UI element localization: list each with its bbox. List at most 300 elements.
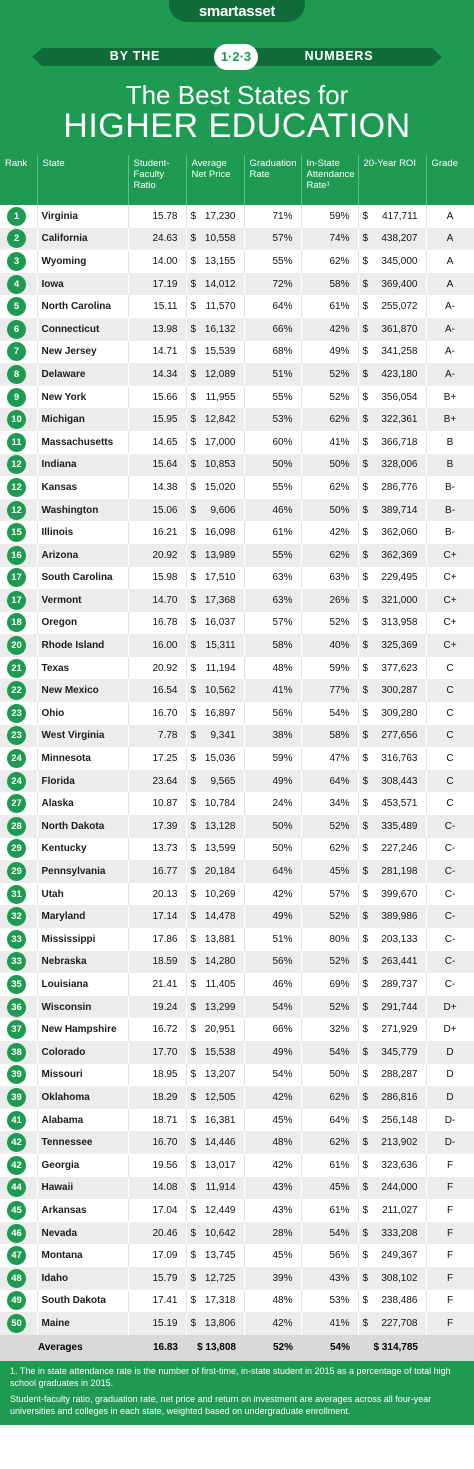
- roi-cell: [358, 544, 426, 567]
- grade-cell: A-: [426, 363, 474, 386]
- rank-cell: [0, 1199, 37, 1222]
- grade-cell: C-: [426, 951, 474, 974]
- grade-cell: C: [426, 792, 474, 815]
- state-cell: South Dakota: [37, 1290, 128, 1313]
- price-value: 15,020: [204, 481, 236, 493]
- grade-cell: F: [426, 1312, 474, 1335]
- dollar-sign: $: [362, 1204, 369, 1216]
- price-cell: [186, 792, 244, 815]
- roi-cell: [358, 770, 426, 793]
- price-value: 15,539: [204, 346, 236, 358]
- table-row: [0, 815, 474, 838]
- dollar-sign: $: [362, 798, 369, 810]
- state-cell: Iowa: [37, 273, 128, 296]
- dollar-sign: $: [362, 368, 369, 380]
- table-row: [0, 883, 474, 906]
- grade-cell: C: [426, 747, 474, 770]
- attend-cell: 45%: [301, 1177, 358, 1200]
- ratio-cell: 17.14: [128, 905, 186, 928]
- dollar-sign: $: [362, 978, 369, 990]
- ratio-cell: 18.95: [128, 1064, 186, 1087]
- roi-value: 333,208: [381, 1227, 418, 1239]
- state-cell: Ohio: [37, 702, 128, 725]
- ratio-cell: 14.34: [128, 363, 186, 386]
- rank-cell: [0, 1267, 37, 1290]
- attend-cell: 52%: [301, 815, 358, 838]
- roi-cell: [358, 838, 426, 861]
- attend-cell: 62%: [301, 476, 358, 499]
- table-row: [0, 318, 474, 341]
- dollar-sign: $: [362, 414, 369, 426]
- attend-cell: 61%: [301, 295, 358, 318]
- rankings-table: [0, 155, 474, 1361]
- price-cell: [186, 1109, 244, 1132]
- roi-cell: [358, 1267, 426, 1290]
- dollar-sign: $: [362, 1182, 369, 1194]
- grade-cell: C: [426, 657, 474, 680]
- col-header-rank: Rank: [0, 155, 37, 205]
- table-row: [0, 544, 474, 567]
- table-row: [0, 1109, 474, 1132]
- ratio-cell: 14.71: [128, 341, 186, 364]
- rank-cell: [0, 860, 37, 883]
- rank-badge: 12: [7, 478, 26, 497]
- attend-cell: 54%: [301, 702, 358, 725]
- dollar-sign: $: [190, 1001, 197, 1013]
- attend-cell: 32%: [301, 1018, 358, 1041]
- price-value: 12,725: [204, 1272, 236, 1284]
- dollar-sign: $: [362, 1227, 369, 1239]
- dollar-sign: $: [362, 617, 369, 629]
- brand-tab: [169, 0, 305, 22]
- roi-value: 389,986: [381, 911, 418, 923]
- roi-value: 423,180: [381, 368, 418, 380]
- attend-cell: 49%: [301, 341, 358, 364]
- rank-cell: [0, 1312, 37, 1335]
- roi-value: 289,737: [381, 978, 418, 990]
- dollar-sign: $: [362, 1046, 369, 1058]
- roi-cell: [358, 386, 426, 409]
- roi-cell: [358, 476, 426, 499]
- table-row: [0, 679, 474, 702]
- grade-cell: F: [426, 1154, 474, 1177]
- price-value: 15,036: [204, 753, 236, 765]
- table-row: [0, 838, 474, 861]
- rank-cell: [0, 702, 37, 725]
- dollar-sign: $: [362, 820, 369, 832]
- dollar-sign: $: [190, 707, 197, 719]
- rank-badge: 18: [7, 613, 26, 632]
- avg-roi: $ 314,785: [358, 1335, 426, 1361]
- grade-cell: D+: [426, 1018, 474, 1041]
- dollar-sign: $: [190, 414, 197, 426]
- price-cell: [186, 318, 244, 341]
- state-cell: Utah: [37, 883, 128, 906]
- rank-cell: [0, 792, 37, 815]
- table-row: [0, 1199, 474, 1222]
- attend-cell: 61%: [301, 1199, 358, 1222]
- grad-cell: 64%: [244, 860, 301, 883]
- dollar-sign: $: [362, 436, 369, 448]
- table-row: [0, 521, 474, 544]
- attend-cell: 74%: [301, 228, 358, 251]
- rank-badge: 47: [7, 1246, 26, 1265]
- grad-cell: 54%: [244, 1064, 301, 1087]
- dollar-sign: $: [362, 753, 369, 765]
- averages-row: [0, 1335, 474, 1361]
- roi-cell: [358, 725, 426, 748]
- state-cell: Indiana: [37, 454, 128, 477]
- grad-cell: 63%: [244, 567, 301, 590]
- dollar-sign: $: [190, 1069, 197, 1081]
- attend-cell: 43%: [301, 1267, 358, 1290]
- dollar-sign: $: [190, 346, 197, 358]
- rank-badge: 22: [7, 681, 26, 700]
- grade-cell: B-: [426, 521, 474, 544]
- table-row: [0, 1312, 474, 1335]
- rank-badge: 24: [7, 772, 26, 791]
- roi-value: 377,623: [381, 662, 418, 674]
- table-row: [0, 860, 474, 883]
- ratio-cell: 13.98: [128, 318, 186, 341]
- grad-cell: 46%: [244, 973, 301, 996]
- rank-cell: [0, 431, 37, 454]
- roi-value: 277,656: [381, 730, 418, 742]
- state-cell: Massachusetts: [37, 431, 128, 454]
- state-cell: Rhode Island: [37, 634, 128, 657]
- price-cell: [186, 747, 244, 770]
- dollar-sign: $: [362, 210, 369, 222]
- footnotes: [0, 1361, 474, 1425]
- price-value: 13,989: [204, 549, 236, 561]
- dollar-sign: $: [362, 1091, 369, 1103]
- state-cell: Minnesota: [37, 747, 128, 770]
- dollar-sign: $: [190, 368, 197, 380]
- dollar-sign: $: [362, 662, 369, 674]
- roi-value: 227,246: [381, 843, 418, 855]
- grad-cell: 51%: [244, 928, 301, 951]
- table-row: [0, 1041, 474, 1064]
- price-cell: [186, 996, 244, 1019]
- attend-cell: 64%: [301, 1109, 358, 1132]
- dollar-sign: $: [362, 1137, 369, 1149]
- grade-cell: A: [426, 205, 474, 228]
- table-row: [0, 1290, 474, 1313]
- roi-cell: [358, 792, 426, 815]
- roi-value: 286,776: [381, 481, 418, 493]
- dollar-sign: $: [362, 301, 369, 313]
- roi-value: 288,287: [381, 1069, 418, 1081]
- roi-value: 341,258: [381, 346, 418, 358]
- dollar-sign: $: [190, 1182, 197, 1194]
- dollar-sign: $: [190, 685, 197, 697]
- ratio-cell: 16.70: [128, 702, 186, 725]
- price-value: 13,017: [204, 1159, 236, 1171]
- dollar-sign: $: [362, 956, 369, 968]
- rank-badge: 6: [7, 320, 26, 339]
- dollar-sign: $: [190, 1250, 197, 1262]
- dollar-sign: $: [190, 391, 197, 403]
- ratio-cell: 24.63: [128, 228, 186, 251]
- roi-cell: [358, 1154, 426, 1177]
- grade-cell: B: [426, 454, 474, 477]
- roi-value: 286,816: [381, 1091, 418, 1103]
- price-cell: [186, 1086, 244, 1109]
- roi-value: 281,198: [381, 866, 418, 878]
- table-row: [0, 499, 474, 522]
- roi-value: 255,072: [381, 301, 418, 313]
- attend-cell: 52%: [301, 363, 358, 386]
- attend-cell: 52%: [301, 996, 358, 1019]
- rank-badge: 24: [7, 749, 26, 768]
- table-row: [0, 1086, 474, 1109]
- grade-cell: B+: [426, 408, 474, 431]
- ratio-cell: 20.46: [128, 1222, 186, 1245]
- roi-cell: [358, 1222, 426, 1245]
- price-value: 12,449: [204, 1204, 236, 1216]
- state-cell: Kentucky: [37, 838, 128, 861]
- dollar-sign: $: [190, 820, 197, 832]
- dollar-sign: $: [190, 323, 197, 335]
- grad-cell: 43%: [244, 1199, 301, 1222]
- price-cell: [186, 634, 244, 657]
- ratio-cell: 15.11: [128, 295, 186, 318]
- grade-cell: F: [426, 1244, 474, 1267]
- grad-cell: 46%: [244, 499, 301, 522]
- state-cell: Delaware: [37, 363, 128, 386]
- dollar-sign: $: [190, 1295, 197, 1307]
- banner-by-the: BY THE: [109, 49, 161, 63]
- price-cell: [186, 273, 244, 296]
- roi-value: 308,102: [381, 1272, 418, 1284]
- attend-cell: 69%: [301, 973, 358, 996]
- price-value: 17,510: [204, 572, 236, 584]
- rank-cell: [0, 838, 37, 861]
- state-cell: Texas: [37, 657, 128, 680]
- price-cell: [186, 951, 244, 974]
- price-value: 13,299: [204, 1001, 236, 1013]
- grade-cell: C+: [426, 589, 474, 612]
- roi-value: 271,929: [381, 1024, 418, 1036]
- table-row: [0, 363, 474, 386]
- state-cell: Mississippi: [37, 928, 128, 951]
- table-row: [0, 408, 474, 431]
- rank-cell: [0, 589, 37, 612]
- ratio-cell: 15.66: [128, 386, 186, 409]
- dollar-sign: $: [190, 1046, 197, 1058]
- dollar-sign: $: [362, 278, 369, 290]
- table-row: [0, 250, 474, 273]
- roi-cell: [358, 634, 426, 657]
- price-value: 15,311: [205, 640, 236, 652]
- grade-cell: B: [426, 431, 474, 454]
- brand-logo[interactable]: smartasset: [198, 3, 276, 20]
- attend-cell: 62%: [301, 1086, 358, 1109]
- roi-cell: [358, 657, 426, 680]
- price-value: 16,098: [204, 527, 236, 539]
- price-cell: [186, 657, 244, 680]
- dollar-sign: $: [190, 730, 197, 742]
- grade-cell: C: [426, 679, 474, 702]
- state-cell: New Hampshire: [37, 1018, 128, 1041]
- state-cell: Georgia: [37, 1154, 128, 1177]
- grad-cell: 48%: [244, 1290, 301, 1313]
- ratio-cell: 17.04: [128, 1199, 186, 1222]
- rank-badge: 2: [7, 229, 26, 248]
- dollar-sign: $: [362, 866, 369, 878]
- rank-cell: [0, 815, 37, 838]
- dollar-sign: $: [362, 911, 369, 923]
- grade-cell: D: [426, 1064, 474, 1087]
- col-header-state: State: [37, 155, 128, 205]
- dollar-sign: $: [190, 843, 197, 855]
- price-value: 17,318: [204, 1295, 236, 1307]
- rank-badge: 10: [7, 410, 26, 429]
- price-cell: [186, 454, 244, 477]
- ratio-cell: 14.00: [128, 250, 186, 273]
- roi-value: 300,287: [381, 685, 418, 697]
- price-value: 13,599: [204, 843, 236, 855]
- table-row: [0, 702, 474, 725]
- attend-cell: 54%: [301, 1222, 358, 1245]
- grade-cell: A-: [426, 318, 474, 341]
- price-value: 9,565: [210, 775, 236, 787]
- state-cell: South Carolina: [37, 567, 128, 590]
- price-value: 17,230: [204, 210, 236, 222]
- grad-cell: 50%: [244, 815, 301, 838]
- rank-cell: [0, 1041, 37, 1064]
- rank-badge: 28: [7, 817, 26, 836]
- roi-cell: [358, 679, 426, 702]
- price-cell: [186, 250, 244, 273]
- roi-value: 203,133: [381, 933, 418, 945]
- footnote-1: 1. The in state attendance rate is the number of first-time, in-state student in 2015 as a percentage of total high school graduates in 2015.: [10, 1365, 451, 1388]
- grad-cell: 66%: [244, 1018, 301, 1041]
- rank-cell: [0, 1222, 37, 1245]
- state-cell: Maine: [37, 1312, 128, 1335]
- col-header-ratio: Student-Faculty Ratio: [128, 155, 186, 205]
- rank-cell: [0, 544, 37, 567]
- roi-value: 249,367: [381, 1250, 418, 1262]
- grad-cell: 49%: [244, 770, 301, 793]
- ratio-cell: 19.24: [128, 996, 186, 1019]
- ratio-cell: 16.78: [128, 612, 186, 635]
- state-cell: Virginia: [37, 205, 128, 228]
- rank-cell: [0, 905, 37, 928]
- rank-cell: [0, 318, 37, 341]
- roi-value: 291,744: [381, 1001, 418, 1013]
- grad-cell: 50%: [244, 838, 301, 861]
- table-row: [0, 386, 474, 409]
- state-cell: Kansas: [37, 476, 128, 499]
- price-cell: [186, 1312, 244, 1335]
- state-cell: Vermont: [37, 589, 128, 612]
- ratio-cell: 18.29: [128, 1086, 186, 1109]
- attend-cell: 41%: [301, 1312, 358, 1335]
- roi-value: 399,670: [381, 888, 418, 900]
- dollar-sign: $: [362, 504, 369, 516]
- rank-cell: [0, 273, 37, 296]
- by-the-numbers-banner: [0, 44, 474, 70]
- attend-cell: 52%: [301, 386, 358, 409]
- roi-cell: [358, 341, 426, 364]
- table-row: [0, 273, 474, 296]
- table-row: [0, 228, 474, 251]
- rank-cell: [0, 928, 37, 951]
- roi-cell: [358, 702, 426, 725]
- rank-badge: 16: [7, 546, 26, 565]
- roi-cell: [358, 747, 426, 770]
- grad-cell: 50%: [244, 454, 301, 477]
- attend-cell: 45%: [301, 860, 358, 883]
- grade-cell: F: [426, 1177, 474, 1200]
- attend-cell: 80%: [301, 928, 358, 951]
- price-value: 11,194: [205, 662, 236, 674]
- table-row: [0, 905, 474, 928]
- grad-cell: 56%: [244, 702, 301, 725]
- attend-cell: 57%: [301, 883, 358, 906]
- rank-badge: 12: [7, 455, 26, 474]
- rank-badge: 35: [7, 975, 26, 994]
- attend-cell: 62%: [301, 250, 358, 273]
- roi-value: 362,369: [381, 549, 418, 561]
- dollar-sign: $: [362, 1114, 369, 1126]
- price-cell: [186, 386, 244, 409]
- rank-cell: [0, 612, 37, 635]
- table-row: [0, 725, 474, 748]
- state-cell: New Mexico: [37, 679, 128, 702]
- attend-cell: 53%: [301, 1290, 358, 1313]
- price-cell: [186, 612, 244, 635]
- state-cell: Maryland: [37, 905, 128, 928]
- price-cell: [186, 363, 244, 386]
- rank-badge: 8: [7, 365, 26, 384]
- roi-cell: [358, 1312, 426, 1335]
- dollar-sign: $: [362, 481, 369, 493]
- grade-cell: B-: [426, 476, 474, 499]
- rank-badge: 49: [7, 1291, 26, 1310]
- dollar-sign: $: [190, 504, 197, 516]
- price-value: 16,132: [204, 323, 236, 335]
- ratio-cell: 16.21: [128, 521, 186, 544]
- roi-cell: [358, 589, 426, 612]
- attend-cell: 50%: [301, 454, 358, 477]
- grad-cell: 45%: [244, 1109, 301, 1132]
- roi-cell: [358, 205, 426, 228]
- state-cell: Florida: [37, 770, 128, 793]
- price-value: 11,914: [205, 1182, 236, 1194]
- ratio-cell: 16.00: [128, 634, 186, 657]
- roi-cell: [358, 1109, 426, 1132]
- grad-cell: 66%: [244, 318, 301, 341]
- price-value: 13,207: [204, 1069, 236, 1081]
- roi-value: 211,027: [382, 1204, 418, 1216]
- grad-cell: 38%: [244, 725, 301, 748]
- price-cell: [186, 544, 244, 567]
- ratio-cell: 21.41: [128, 973, 186, 996]
- roi-value: 229,495: [381, 572, 418, 584]
- price-value: 10,642: [204, 1227, 236, 1239]
- roi-value: 313,958: [381, 617, 418, 629]
- dollar-sign: $: [362, 775, 369, 787]
- ratio-cell: 17.09: [128, 1244, 186, 1267]
- grad-cell: 48%: [244, 1131, 301, 1154]
- rank-cell: [0, 205, 37, 228]
- price-value: 20,951: [204, 1024, 236, 1036]
- grad-cell: 68%: [244, 341, 301, 364]
- rank-badge: 23: [7, 704, 26, 723]
- table-row: [0, 1131, 474, 1154]
